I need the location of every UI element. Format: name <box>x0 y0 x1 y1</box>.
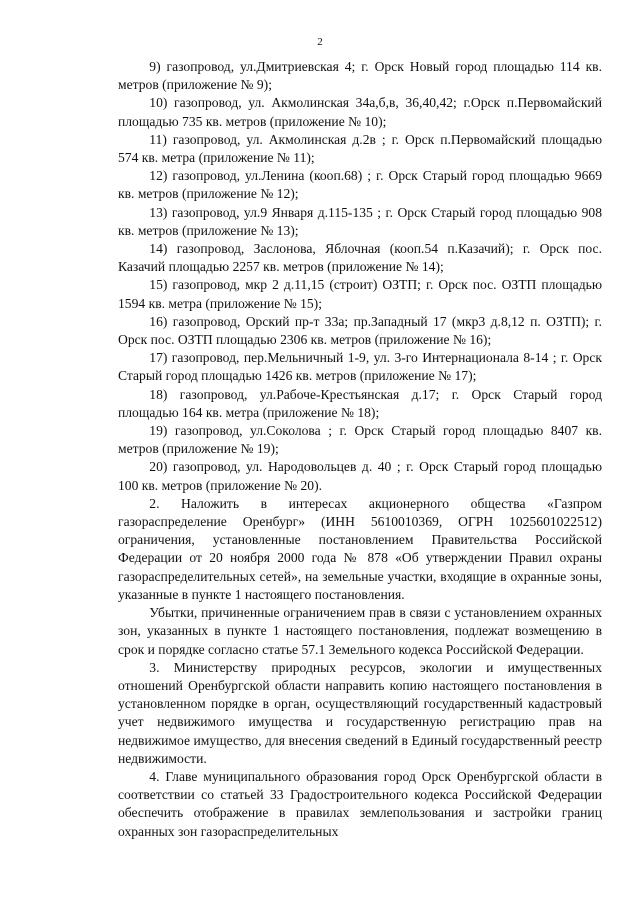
list-item-19: 19) газопровод, ул.Соколова ; г. Орск Старый город площадью 8407 кв. метров (приложение № 19); <box>118 423 602 457</box>
list-item-10: 10) газопровод, ул. Акмолинская 34а,б,в, 36,40,42; г.Орск п.Первомайский площадью 735 кв. метров (приложение № 10); <box>118 95 602 129</box>
list-item-17: 17) газопровод, пер.Мельничный 1-9, ул. 3-го Интернационала 8-14 ; г. Орск Старый город площадью 1426 кв. метров (приложение № 17); <box>118 350 602 384</box>
damages-paragraph: Убытки, причиненные ограничением прав в связи с установлением охранных зон, указанных в пункте 1 настоящего постановления, подлежат возмещению в срок и порядке согласно статье 57.1 Земельного кодекса Российской Федерации. <box>118 605 602 657</box>
list-item-14: 14) газопровод, Заслонова, Яблочная (кооп.54 п.Казачий); г. Орск пос. Казачий площадью 2257 кв. метров (приложение № 14); <box>118 241 602 275</box>
list-item-15: 15) газопровод, мкр 2 д.11,15 (строит) ОЗТП; г. Орск пос. ОЗТП площадью 1594 кв. метра (приложение № 15); <box>118 277 602 311</box>
list-item-12: 12) газопровод, ул.Ленина (кооп.68) ; г. Орск Старый город площадью 9669 кв. метров (приложение № 12); <box>118 168 602 202</box>
page-number: 2 <box>317 36 323 48</box>
list-item-16: 16) газопровод, Орский пр-т 33а; пр.Западный 17 (мкр3 д.8,12 п. ОЗТП); г. Орск пос. ОЗТП площадью 2306 кв. метров (приложение № 16); <box>118 313 602 348</box>
list-item-18: 18) газопровод, ул.Рабоче-Крестьянская д.17; г. Орск Старый город площадью 164 кв. метра (приложение № 18); <box>118 386 602 420</box>
list-item-13: 13) газопровод, ул.9 Января д.115-135 ; г. Орск Старый город площадью 908 кв. метров (приложение № 13); <box>118 204 602 238</box>
clause-2-paragraph: 2. Наложить в интересах акционерного общества «Газпром газораспределение Оренбург» (ИНН 5610010369, ОГРН 1025601022512) ограничения, установленные постановлением Правительства Российской Федерации от 20 ноября 2000 года № 878 «Об утверждении Правил охраны газораспределительных сетей», на земельные участки, входящие в охранные зоны, указанные в пункте 1 настоящего постановления. <box>118 495 602 602</box>
clause-3-paragraph: 3. Министерству природных ресурсов, экологии и имущественных отношений Оренбургской области направить копию настоящего постановления в установленном порядке в орган, осуществляющий государственный кадастровый учет недвижимого имущества и государственную регистрацию прав на недвижимое имущество, для внесения сведений в Единый государственный реестр недвижимости. <box>118 659 602 766</box>
list-item-9: 9) газопровод, ул.Дмитриевская 4; г. Орск Новый город площадью 114 кв. метров (приложение № 9); <box>118 59 602 93</box>
document-body <box>118 58 602 841</box>
clause-4-paragraph: 4. Главе муниципального образования город Орск Оренбургской области в соответствии со статьей 33 Градостроительного кодекса Российской Федерации обеспечить отображение в правилах землепользования и застройки границ охранных зон газораспределительных <box>118 768 602 839</box>
list-item-11: 11) газопровод, ул. Акмолинская д.2в ; г. Орск п.Первомайский площадью 574 кв. метра (приложение № 11); <box>118 131 602 166</box>
list-item-20: 20) газопровод, ул. Народовольцев д. 40 ; г. Орск Старый город площадью 100 кв. метров (приложение № 20). <box>118 459 602 493</box>
